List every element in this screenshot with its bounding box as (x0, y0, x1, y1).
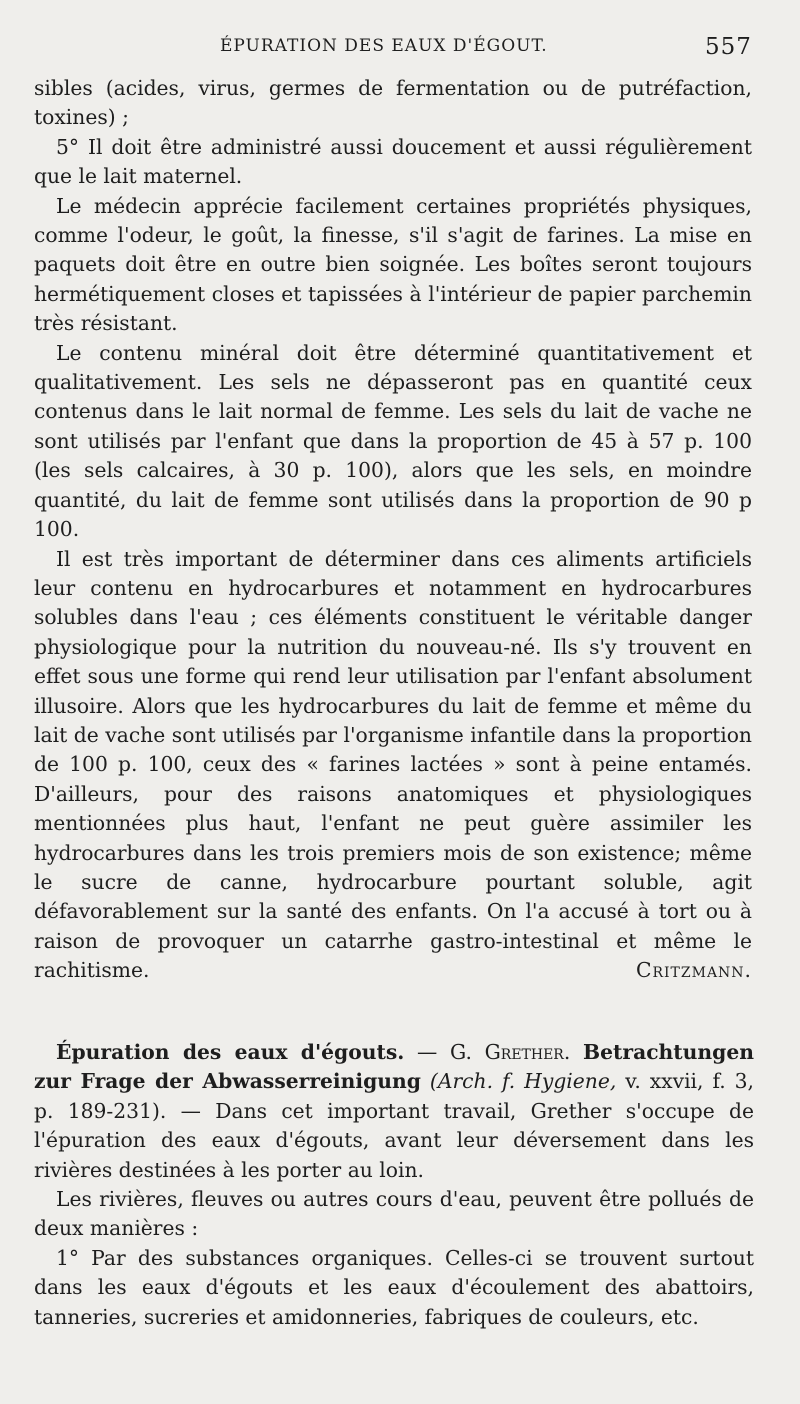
reviewed-work-title: Betrachtungen zur Frage der Abwasserreinigung (34, 1040, 754, 1094)
citation-and-summary: v. xxvii, f. 3, p. 189-231). — Dans cet important travail, Grether s'occupe de l'épuration des eaux d'égouts, avant leur déversement dans les rivières destinées à les porter au loin. (34, 1069, 754, 1182)
review-author: G. Grether. (449, 1040, 571, 1064)
paragraph: Le contenu minéral doit être déterminé quantitativement et qualitativement. Les sels ne dépasseront pas en quantité ceux contenus dans le lait normal de femme. Les sels du lait de vache ne sont utilisés par l'enfant que dans la proportion de 45 à 57 p. 100 (les sels calcaires, à 30 p. 100), alors que les sels, en moindre quantité, du lait de femme sont utilisés dans la proportion de 90 p 100. (34, 340, 752, 542)
review-heading-paragraph (34, 1038, 754, 1185)
journal-source: (Arch. f. Hygiene, (429, 1069, 617, 1094)
paragraph: 1° Par des substances organiques. Celles-ci se trouvent surtout dans les eaux d'égouts et les eaux d'écoulement des abattoirs, tanneries, sucreries et amidonneries, fabriques de couleurs, etc. (34, 1245, 754, 1329)
author-signature: Critzmann. (635, 958, 752, 983)
article-infant-nutrition (34, 74, 752, 986)
page-header (0, 36, 800, 66)
page-number: 557 (705, 34, 752, 60)
paragraph-text: Il est très important de déterminer dans ces aliments artificiels leur contenu en hydrocarbures et notamment en hydrocarbures solubles dans l'eau ; ces éléments constituent le véritable danger physiologique pour la nutrition du nouveau-né. Ils s'y trouvent en effet sous une forme qui rend leur utilisation par l'enfant absolument illusoire. Alors que les hydrocarbures du lait de femme et même du lait de vache sont utilisés par l'organisme infantile dans la proportion de 100 p. 100, ceux des « farines lactées » sont à peine entamés. D'ailleurs, pour des raisons anatomiques et physiologiques mentionnées plus haut, l'enfant ne peut guère assimiler les hydrocarbures dans les trois premiers mois de son existence; même le sucre de canne, hydrocarbure pourtant soluble, agit défavorablement sur la santé des enfants. On l'a accusé à tort ou à raison de provoquer un catarrhe gastro-intestinal et même le rachitisme. (34, 546, 752, 983)
section-title: Épuration des eaux d'égouts. (56, 1040, 405, 1064)
running-title: ÉPURATION DES EAUX D'ÉGOUT. (220, 36, 548, 56)
paragraph: Les rivières, fleuves ou autres cours d'eau, peuvent être pollués de deux manières : (34, 1187, 754, 1241)
paragraph (34, 545, 752, 986)
paragraph: 5° Il doit être administré aussi doucement et aussi régulièrement que le lait maternel. (34, 134, 752, 189)
paragraph: sibles (acides, virus, germes de fermentation ou de putréfaction, toxines) ; (34, 76, 752, 130)
article-sewage-purification (34, 1038, 754, 1332)
paragraph: Le médecin apprécie facilement certaines propriétés physiques, comme l'odeur, le goût, la finesse, s'il s'agit de farines. La mise en paquets doit être en outre bien soignée. Les boîtes seront toujours hermétiquement closes et tapissées à l'intérieur de papier parchemin très résistant. (34, 193, 752, 336)
title-dash: — (404, 1040, 450, 1064)
